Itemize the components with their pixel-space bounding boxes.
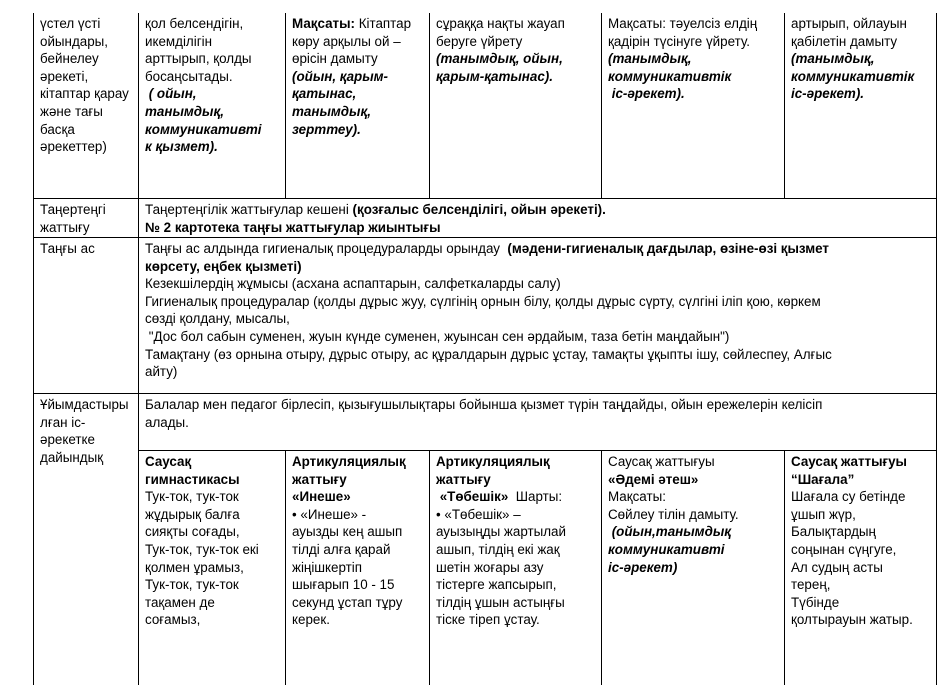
activity-type: іс-әрекет) <box>608 559 678 575</box>
text-line <box>436 488 596 506</box>
activity-type: (мәдени-гигиеналық дағдылар, өзіне-өзі қызмет <box>503 241 829 256</box>
rhyme-line: Түбінде <box>791 594 840 610</box>
text-line: арттырып, қолды <box>145 51 252 67</box>
exercise-title: «Әдемі әтеш» <box>608 471 699 487</box>
text-line: Мақсаты: тәуелсіз елдің <box>608 16 758 31</box>
activity-type: коммуникативтік <box>791 68 915 84</box>
rhyme-line: қолмен ұрамыз, <box>145 559 244 575</box>
exercise-title: жаттығу <box>436 471 491 487</box>
text-line: босаңсытады. <box>145 68 233 84</box>
text-line: сөзді қолдану, мысалы, <box>145 311 290 327</box>
instruction-line: шетін жоғары азу <box>436 559 544 575</box>
text-line: үстел үсті <box>40 16 101 31</box>
text-line <box>145 201 931 219</box>
instruction-line: шығарып 10 - 15 <box>292 577 395 593</box>
rhyme-line: Ал судың асты <box>791 559 883 575</box>
breakfast-content <box>138 237 937 394</box>
rhyme-line: жұдырық балға <box>145 506 240 522</box>
exercise-title: Саусақ <box>145 454 192 469</box>
row1-cell-thursday <box>601 13 785 199</box>
text-line: Мақсаты: <box>608 489 666 505</box>
card-file-title: № 2 картотека таңғы жаттығулар жиынтығы <box>145 219 441 235</box>
text-line: жаттығу <box>40 219 90 235</box>
text-line: алады. <box>145 414 189 430</box>
articulation-hill-cell <box>429 450 602 685</box>
poem-line: "Дос бол сабын суменен, жуын күнде суменен, жуынсан сен әрдайым, таза бетін маңдайын") <box>145 328 730 344</box>
activity-type: (қозғалыс белсенділігі, ойын әрекеті). <box>352 202 606 217</box>
text-line: көру арқылы ой – <box>292 33 401 49</box>
activity-type: коммуникативтік <box>608 68 732 84</box>
rhyme-line: Тук-ток, тук-ток екі <box>145 541 259 557</box>
text-line: Сөйлеу тілін дамыту. <box>608 506 739 522</box>
rhyme-line: Тук-ток, тук-ток <box>145 577 239 593</box>
activity-type: іс-әрекет). <box>608 86 685 102</box>
activity-type: қарым-қатынас). <box>436 68 553 84</box>
condition-label: Шарты: <box>512 489 563 505</box>
exercise-title: “Шағала” <box>791 471 855 487</box>
instruction-line: жіңішкертіп <box>292 559 363 575</box>
text-line: Ұйымдастыры <box>40 397 129 412</box>
text-line: артырып, ойлауын <box>791 16 907 31</box>
morning-exercise-label <box>33 198 139 238</box>
text-line <box>292 15 424 33</box>
row1-cell-wednesday <box>429 13 602 199</box>
instruction-line: ашып, тілдің екі жақ <box>436 541 560 557</box>
instruction-line: тілді алға қарай <box>292 541 391 557</box>
text-line: Кезекшілердің жұмысы (асхана аспаптарын, салфеткаларды салу) <box>145 276 561 292</box>
activity-type: танымдық, <box>292 103 372 119</box>
text-line: әрекеті, <box>40 68 89 84</box>
finger-seagull-cell <box>784 450 937 685</box>
text-line: беруге үйрету <box>436 33 523 49</box>
activity-type: (ойын,танымдық <box>608 524 732 540</box>
row1-cell-tuesday <box>285 13 430 199</box>
text-line: қабілетін дамыту <box>791 33 898 49</box>
activity-type: коммуникативті <box>608 541 725 557</box>
text-line: кітаптар қарау <box>40 86 129 102</box>
articulation-needle-cell <box>285 450 430 685</box>
text-line: басқа <box>40 121 75 137</box>
activity-type: зерттеу). <box>292 121 361 137</box>
exercise-title: жаттығу <box>292 471 347 487</box>
row1-label-cell <box>33 13 139 199</box>
schedule-table <box>33 13 937 685</box>
text-line: икемділігін <box>145 33 212 49</box>
activity-type: іс-әрекет). <box>791 86 865 102</box>
finger-rooster-cell <box>601 450 785 685</box>
org-activity-intro <box>138 393 937 451</box>
hygiene-text: Таңғы ас алдында гигиеналық процедураларды орындау <box>145 241 504 256</box>
text-line: әрекетке <box>40 432 95 448</box>
text-line: және тағы <box>40 103 103 119</box>
activity-type: танымдық, <box>145 103 225 119</box>
row1-cell-monday <box>138 13 286 199</box>
instruction-line: секунд ұстап тұру <box>292 594 403 610</box>
text-line <box>145 240 931 258</box>
activity-type: (танымдық, <box>608 51 692 67</box>
rhyme-line: соғамыз, <box>145 612 201 628</box>
exercise-title: Артикуляциялық <box>436 454 550 469</box>
rhyme-line: Балықтардың <box>791 524 876 540</box>
text-line: дайындық <box>40 449 104 465</box>
goal-text: Кітаптар <box>354 16 412 31</box>
activity-type: (танымдық, ойын, <box>436 51 563 67</box>
text-line: өрісін дамыту <box>292 51 378 67</box>
text-line: Гигиеналық процедуралар (қолды дұрыс жуу, сүлгінің орнын білу, қолды дұрыс сүрту, сүлгіні іліп қою, көркем <box>145 293 821 309</box>
instruction-line: ауызыңды жартылай <box>436 524 566 540</box>
text-line: бейнелеу <box>40 51 99 67</box>
org-activity-label <box>33 393 139 685</box>
breakfast-label <box>33 237 139 394</box>
text-line: қол белсендігін, <box>145 16 244 31</box>
instruction-line: • «Төбешік» – <box>436 506 521 522</box>
text-line: Таңертеңгі <box>40 202 106 217</box>
activity-type: (ойын, қарым- <box>292 68 388 84</box>
instruction-line: тістерге жапсырып, <box>436 577 557 593</box>
exercise-title: Саусақ жаттығуы <box>791 454 907 469</box>
rhyme-line: сияқты соғады, <box>145 524 240 540</box>
rhyme-line: терең, <box>791 577 831 593</box>
rhyme-line: соңынан сүңгуге, <box>791 541 897 557</box>
exercise-title: Артикуляциялық <box>292 454 406 469</box>
activity-type: көрсету, еңбек қызметі) <box>145 258 302 274</box>
exercise-title: гимнастикасы <box>145 471 240 487</box>
morning-exercise-content <box>138 198 937 238</box>
activity-type: к қызмет). <box>145 139 218 155</box>
rhyme-line: ұшып жүр, <box>791 506 856 522</box>
text-line: лған іс- <box>40 414 86 430</box>
instruction-line: тіске тіреп ұстау. <box>436 612 540 628</box>
activity-type: (танымдық, <box>791 51 875 67</box>
text-line: ойындары, <box>40 33 108 49</box>
text-line: сұраққа нақты жауап <box>436 16 565 31</box>
finger-gym-cell <box>138 450 286 685</box>
text-line: қадірін түсінуге үйрету. <box>608 33 750 49</box>
text-line: Балалар мен педагог бірлесіп, қызығушылықтары бойынша қызмет түрін таңдайды, ойын ережелерін келісіп <box>145 397 823 412</box>
rhyme-line: қолтырауын жатыр. <box>791 612 913 628</box>
activity-type: ( ойын, <box>145 86 197 102</box>
activity-type: коммуникативті <box>145 121 262 137</box>
instruction-line: керек. <box>292 612 330 628</box>
instruction-line: • «Инеше» - <box>292 506 367 522</box>
exercise-title: «Төбешік» <box>436 489 512 505</box>
text-line: әрекеттер) <box>40 139 107 155</box>
instruction-line: тілдің ұшын астыңғы <box>436 594 565 610</box>
exercise-title: «Инеше» <box>292 489 351 505</box>
text-line: Таңғы ас <box>40 241 95 256</box>
row1-cell-friday <box>784 13 937 199</box>
goal-label: Мақсаты: <box>292 16 355 31</box>
rhyme-line: тақамен де <box>145 594 215 610</box>
exercise-text: Таңертеңгілік жаттығулар кешені <box>145 202 353 217</box>
instruction-line: ауызды кең ашып <box>292 524 403 540</box>
rhyme-line: Тук-ток, тук-ток <box>145 489 239 505</box>
rhyme-line: Шағала су бетінде <box>791 489 906 505</box>
text-line: Саусақ жаттығуы <box>608 454 715 469</box>
text-line: Тамақтану (өз орнына отыру, дұрыс отыру, ас құралдарын дұрыс ұстау, тамақты ұқыпты ішу, сөйлеспеу, Алғыс <box>145 346 832 362</box>
activity-type: қатынас, <box>292 86 357 102</box>
text-line: айту) <box>145 364 178 380</box>
